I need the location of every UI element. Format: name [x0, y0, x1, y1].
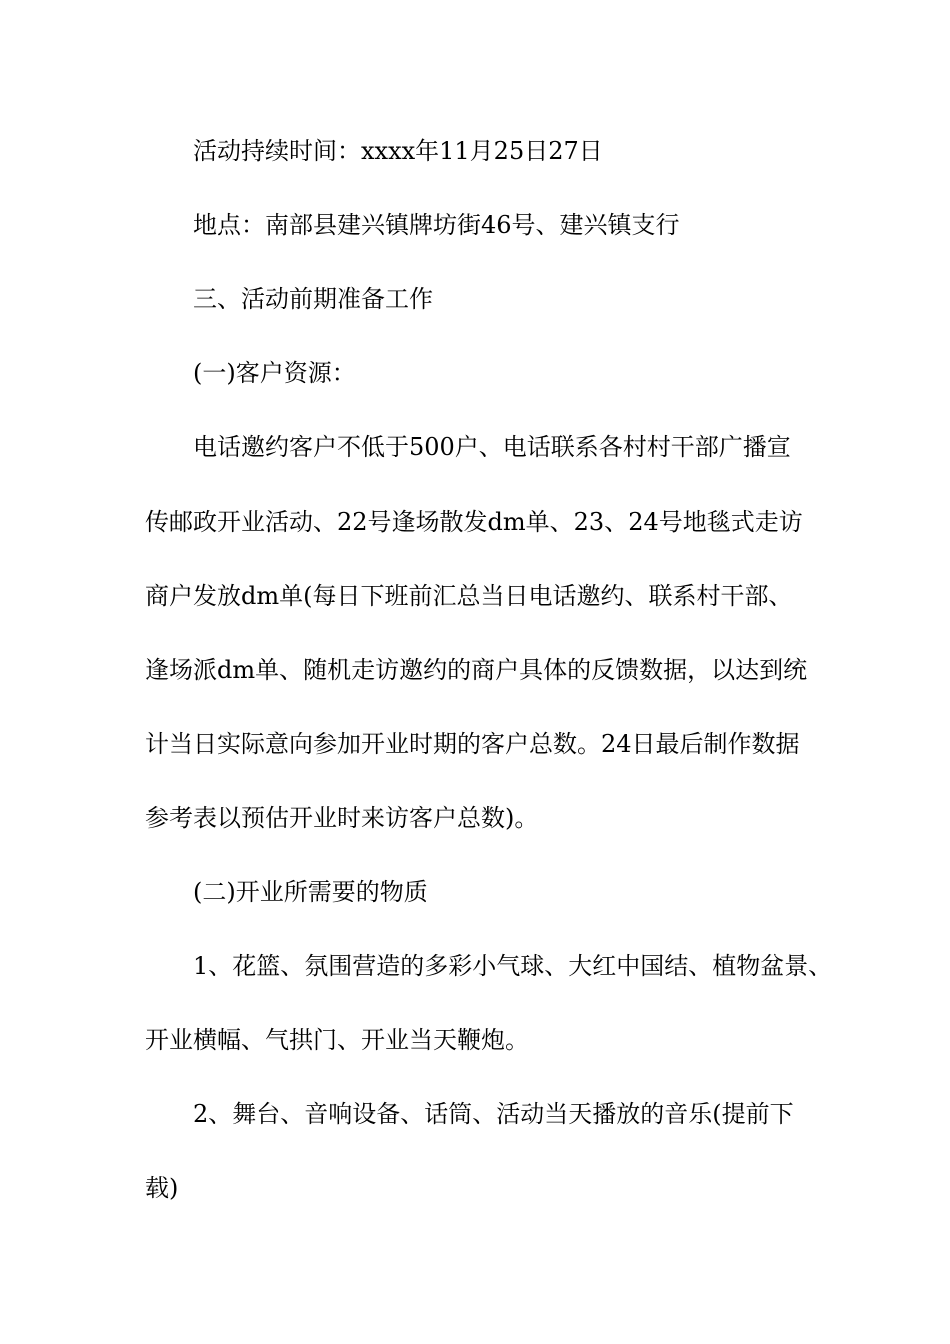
list-item-line: 2、舞台、音响设备、话筒、活动当天播放的音乐(提前下: [193, 1100, 794, 1128]
subheading-customer-resources: (一)客户资源：: [193, 359, 356, 387]
paragraph-line: 逢场派dm单、随机走访邀约的商户具体的反馈数据，以达到统: [145, 656, 808, 684]
subheading-materials: (二)开业所需要的物质: [193, 878, 428, 906]
paragraph-line: 参考表以预估开业时来访客户总数)。: [145, 804, 539, 832]
paragraph-line: 电话邀约客户不低于500户、电话联系各村村干部广播宣: [193, 433, 791, 461]
list-item-line: 载): [145, 1174, 179, 1202]
list-item-line: 1、花篮、氛围营造的多彩小气球、大红中国结、植物盆景、: [193, 952, 833, 980]
list-item-line: 开业横幅、气拱门、开业当天鞭炮。: [145, 1026, 529, 1054]
paragraph-line: 计当日实际意向参加开业时期的客户总数。24日最后制作数据: [145, 730, 800, 758]
section-heading-preparation: 三、活动前期准备工作: [193, 285, 433, 313]
location-line: 地点：南部县建兴镇牌坊街46号、建兴镇支行: [193, 211, 680, 239]
paragraph-line: 商户发放dm单(每日下班前汇总当日电话邀约、联系村干部、: [145, 582, 793, 610]
paragraph-line: 传邮政开业活动、22号逢场散发dm单、23、24号地毯式走访: [145, 508, 803, 536]
activity-duration-line: 活动持续时间：xxxx年11月25日27日: [193, 137, 603, 165]
